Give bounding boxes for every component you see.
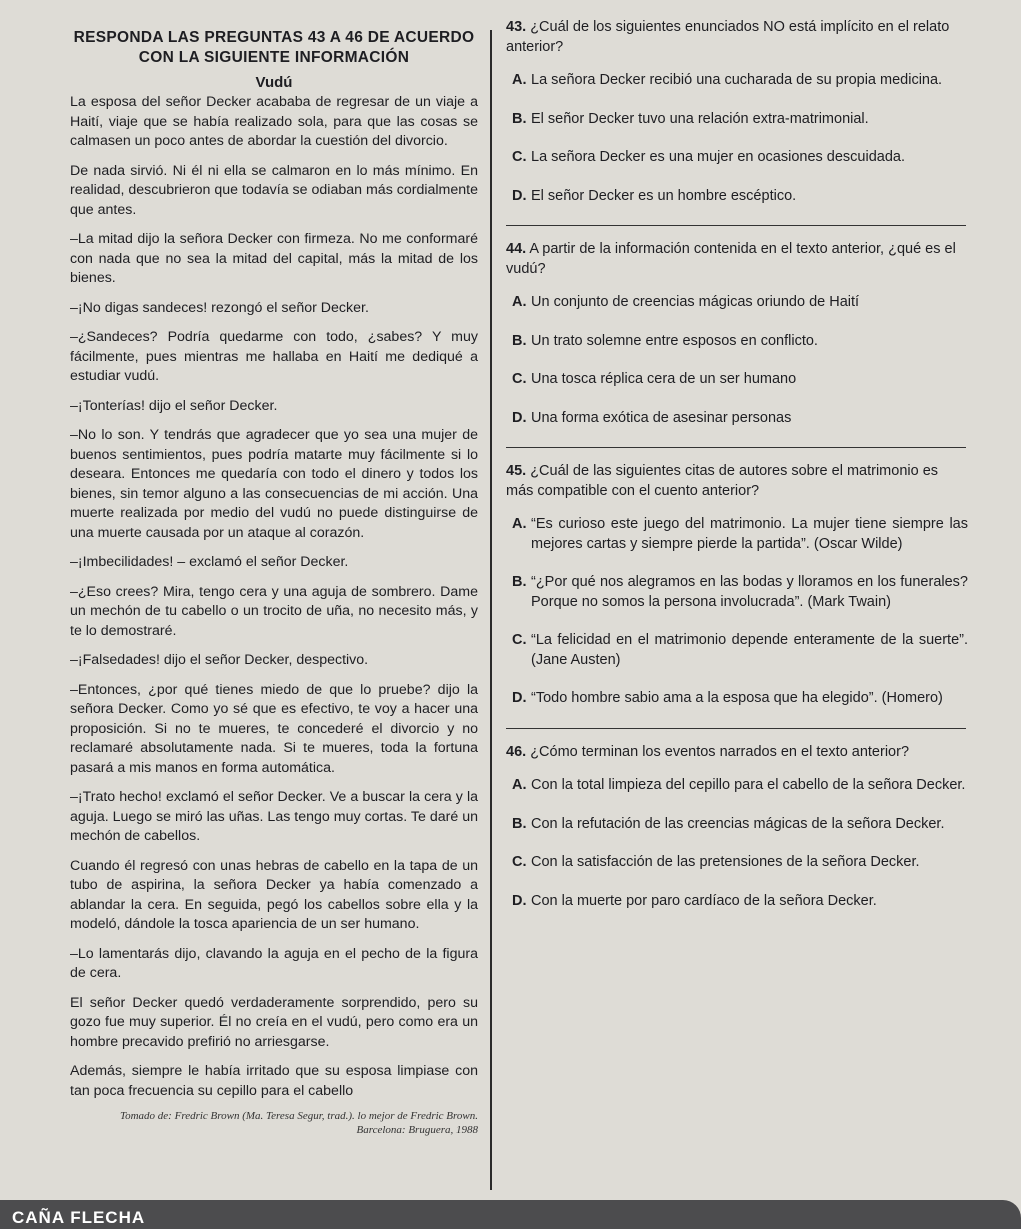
story-paragraph: La esposa del señor Decker acababa de regresar de un viaje a Haití, viaje que se había realizado sola, para que las cosas se calmasen un poco antes de abordar la cuestión del divorcio. — [70, 94, 478, 149]
question-text: A partir de la información contenida en el texto anterior, ¿qué es el vudú? — [506, 241, 956, 277]
story-paragraph: –La mitad dijo la señora Decker con firmeza. No me conformaré con nada que no sea la mitad del capital, más la mitad de los bienes. — [70, 231, 478, 286]
question-separator — [506, 728, 966, 729]
option-letter: C. — [512, 854, 527, 870]
option-letter: D. — [512, 187, 527, 204]
option-letter: B. — [512, 815, 527, 832]
footer-label: CAÑA FLECHA — [12, 1208, 146, 1227]
option-letter: C. — [512, 149, 527, 165]
story-paragraph: –¡Imbecilidades! – exclamó el señor Decker. — [70, 554, 349, 570]
questions-column — [506, 18, 968, 930]
story-title: Vudú — [255, 74, 293, 91]
option-letter: A. — [512, 72, 527, 88]
answer-option[interactable] — [506, 370, 968, 390]
answer-option[interactable] — [506, 892, 968, 912]
source-credit: Tomado de: Fredric Brown (Ma. Teresa Segur, trad.). lo mejor de Fredric Brown. Barcelona: Bruguera, 1988 — [120, 1110, 478, 1136]
option-letter: C. — [512, 632, 527, 648]
option-letter: B. — [512, 574, 527, 590]
story-paragraph: –¡No digas sandeces! rezongó el señor Decker. — [70, 299, 369, 316]
question-separator — [506, 225, 966, 226]
reading-column — [70, 28, 478, 1137]
option-text: Una forma exótica de asesinar personas — [531, 409, 792, 426]
story-paragraph: –¿Eso crees? Mira, tengo cera y una aguja de sombrero. Dame un mechón de tu cabello o un trocito de uña, no necesito más, y te lo demostraré. — [70, 583, 478, 639]
option-text: “La felicidad en el matrimonio depende enteramente de la suerte”. (Jane Austen) — [531, 632, 968, 668]
option-letter: A. — [512, 294, 527, 310]
answer-option[interactable] — [506, 689, 968, 709]
answer-option[interactable] — [506, 187, 968, 207]
option-text: El señor Decker tuvo una relación extra-matrimonial. — [531, 110, 869, 127]
option-letter: D. — [512, 690, 527, 706]
option-letter: B. — [512, 110, 527, 127]
option-letter: A. — [512, 777, 527, 793]
answer-option[interactable] — [506, 148, 968, 168]
answer-option[interactable] — [506, 515, 968, 554]
question-stem — [506, 240, 968, 279]
answer-option[interactable] — [506, 409, 968, 429]
option-text: Con la satisfacción de las pretensiones de la señora Decker. — [531, 854, 920, 870]
option-text: La señora Decker es una mujer en ocasiones descuidada. — [531, 149, 906, 165]
option-text: El señor Decker es un hombre escéptico. — [531, 187, 797, 204]
instructions-header: RESPONDA LAS PREGUNTAS 43 A 46 DE ACUERDO CON LA SIGUIENTE INFORMACIÓN — [73, 29, 475, 66]
question-number: 45. — [506, 463, 527, 479]
option-letter: D. — [512, 409, 527, 426]
option-letter: D. — [512, 892, 527, 909]
story-paragraph: –No lo son. Y tendrás que agradecer que yo sea una mujer de buenos sentimientos, pues podría matarte muy fácilmente si lo deseara. Entonces me quedaría con todo el dinero y todos los bienes, sin temor alguno a las consecuencias de mi acción. Una muerte realizada por medio del vudú no puede distinguirse de una muerte causada por un ataque al corazón. — [70, 427, 478, 541]
story-paragraph: Cuando él regresó con unas hebras de cabello en la tapa de un tubo de aspirina, la señora Decker ya había comenzado a ablandar la cera. En seguida, pegó los cabellos sobre ella y la modeló, dándole la tosca apariencia de un ser humano. — [70, 857, 478, 932]
option-letter: B. — [512, 332, 527, 349]
story-paragraph: De nada sirvió. Ni él ni ella se calmaron en lo más mínimo. En realidad, descubrieron que todavía se odiaban más cordialmente que antes. — [70, 162, 478, 218]
answer-option[interactable] — [506, 776, 968, 796]
answer-option[interactable] — [506, 573, 968, 612]
answer-option[interactable] — [506, 110, 968, 130]
question-stem — [506, 462, 968, 501]
answer-option[interactable] — [506, 71, 968, 91]
option-text: Con la total limpieza del cepillo para el cabello de la señora Decker. — [531, 777, 966, 793]
story-paragraph: Además, siempre le había irritado que su esposa limpiase con tan poca frecuencia su cepillo para el cabello — [70, 1063, 478, 1099]
question-text: ¿Cuál de los siguientes enunciados NO está implícito en el relato anterior? — [506, 19, 950, 55]
story-paragraph: –¡Trato hecho! exclamó el señor Decker. Ve a buscar la cera y la aguja. Luego se miró las uñas. Las tengo muy cortas. Te daré un mechón de cabellos. — [70, 789, 478, 844]
story-paragraph: –Lo lamentarás dijo, clavando la aguja en el pecho de la figura de cera. — [70, 945, 478, 981]
option-text: “¿Por qué nos alegramos en las bodas y lloramos en los funerales? Porque no somos la persona involucrada”. (Mark Twain) — [531, 574, 968, 610]
question-block — [506, 18, 968, 206]
option-text: Un trato solemne entre esposos en conflicto. — [531, 332, 818, 349]
question-text: ¿Cómo terminan los eventos narrados en el texto anterior? — [530, 743, 910, 760]
answer-option[interactable] — [506, 332, 968, 352]
option-text: “Todo hombre sabio ama a la esposa que ha elegido”. (Homero) — [531, 690, 943, 706]
question-stem — [506, 18, 968, 57]
question-number: 46. — [506, 743, 527, 760]
option-letter: A. — [512, 516, 527, 532]
question-block — [506, 462, 968, 709]
option-letter: C. — [512, 371, 527, 387]
story-paragraph: El señor Decker quedó verdaderamente sorprendido, pero su gozo fue muy superior. Él no creía en el vudú, pero como era un hombre precavido prefirió no arriesgarse. — [70, 994, 478, 1050]
story-paragraph: –¡Tonterías! dijo el señor Decker. — [70, 397, 278, 414]
question-separator — [506, 447, 966, 448]
option-text: Un conjunto de creencias mágicas oriundo de Haití — [531, 294, 860, 310]
question-text: ¿Cuál de las siguientes citas de autores sobre el matrimonio es más compatible con el cuento anterior? — [506, 463, 939, 499]
story-paragraph: –¡Falsedades! dijo el señor Decker, despectivo. — [70, 652, 369, 668]
question-block — [506, 743, 968, 912]
option-text: Con la muerte por paro cardíaco de la señora Decker. — [531, 892, 877, 909]
answer-option[interactable] — [506, 631, 968, 670]
option-text: Con la refutación de las creencias mágicas de la señora Decker. — [531, 815, 945, 832]
option-text: “Es curioso este juego del matrimonio. La mujer tiene siempre las mejores cartas y siempre pierde la partida”. (Oscar Wilde) — [531, 516, 968, 552]
answer-option[interactable] — [506, 853, 968, 873]
question-number: 44. — [506, 241, 527, 257]
question-block — [506, 240, 968, 428]
footer-bar — [0, 1200, 1021, 1229]
story-paragraph: –Entonces, ¿por qué tienes miedo de que lo pruebe? dijo la señora Decker. Como yo sé que es efectivo, te voy a hacer una proposición. Si no te mueres, te concederé el divorcio y no reclamaré absolutamente nada. Si te mueres, toda la fortuna pasará a mis manos en forma automática. — [70, 681, 478, 776]
question-stem — [506, 743, 968, 763]
option-text: La señora Decker recibió una cucharada de su propia medicina. — [531, 72, 943, 88]
option-text: Una tosca réplica cera de un ser humano — [531, 371, 797, 387]
answer-option[interactable] — [506, 815, 968, 835]
story-paragraph: –¿Sandeces? Podría quedarme con todo, ¿sabes? Y muy fácilmente, pues mientras me hallaba en Haití me dediqué a estudiar vudú. — [70, 329, 478, 384]
question-number: 43. — [506, 19, 527, 35]
column-divider — [490, 30, 492, 1190]
answer-option[interactable] — [506, 293, 968, 313]
